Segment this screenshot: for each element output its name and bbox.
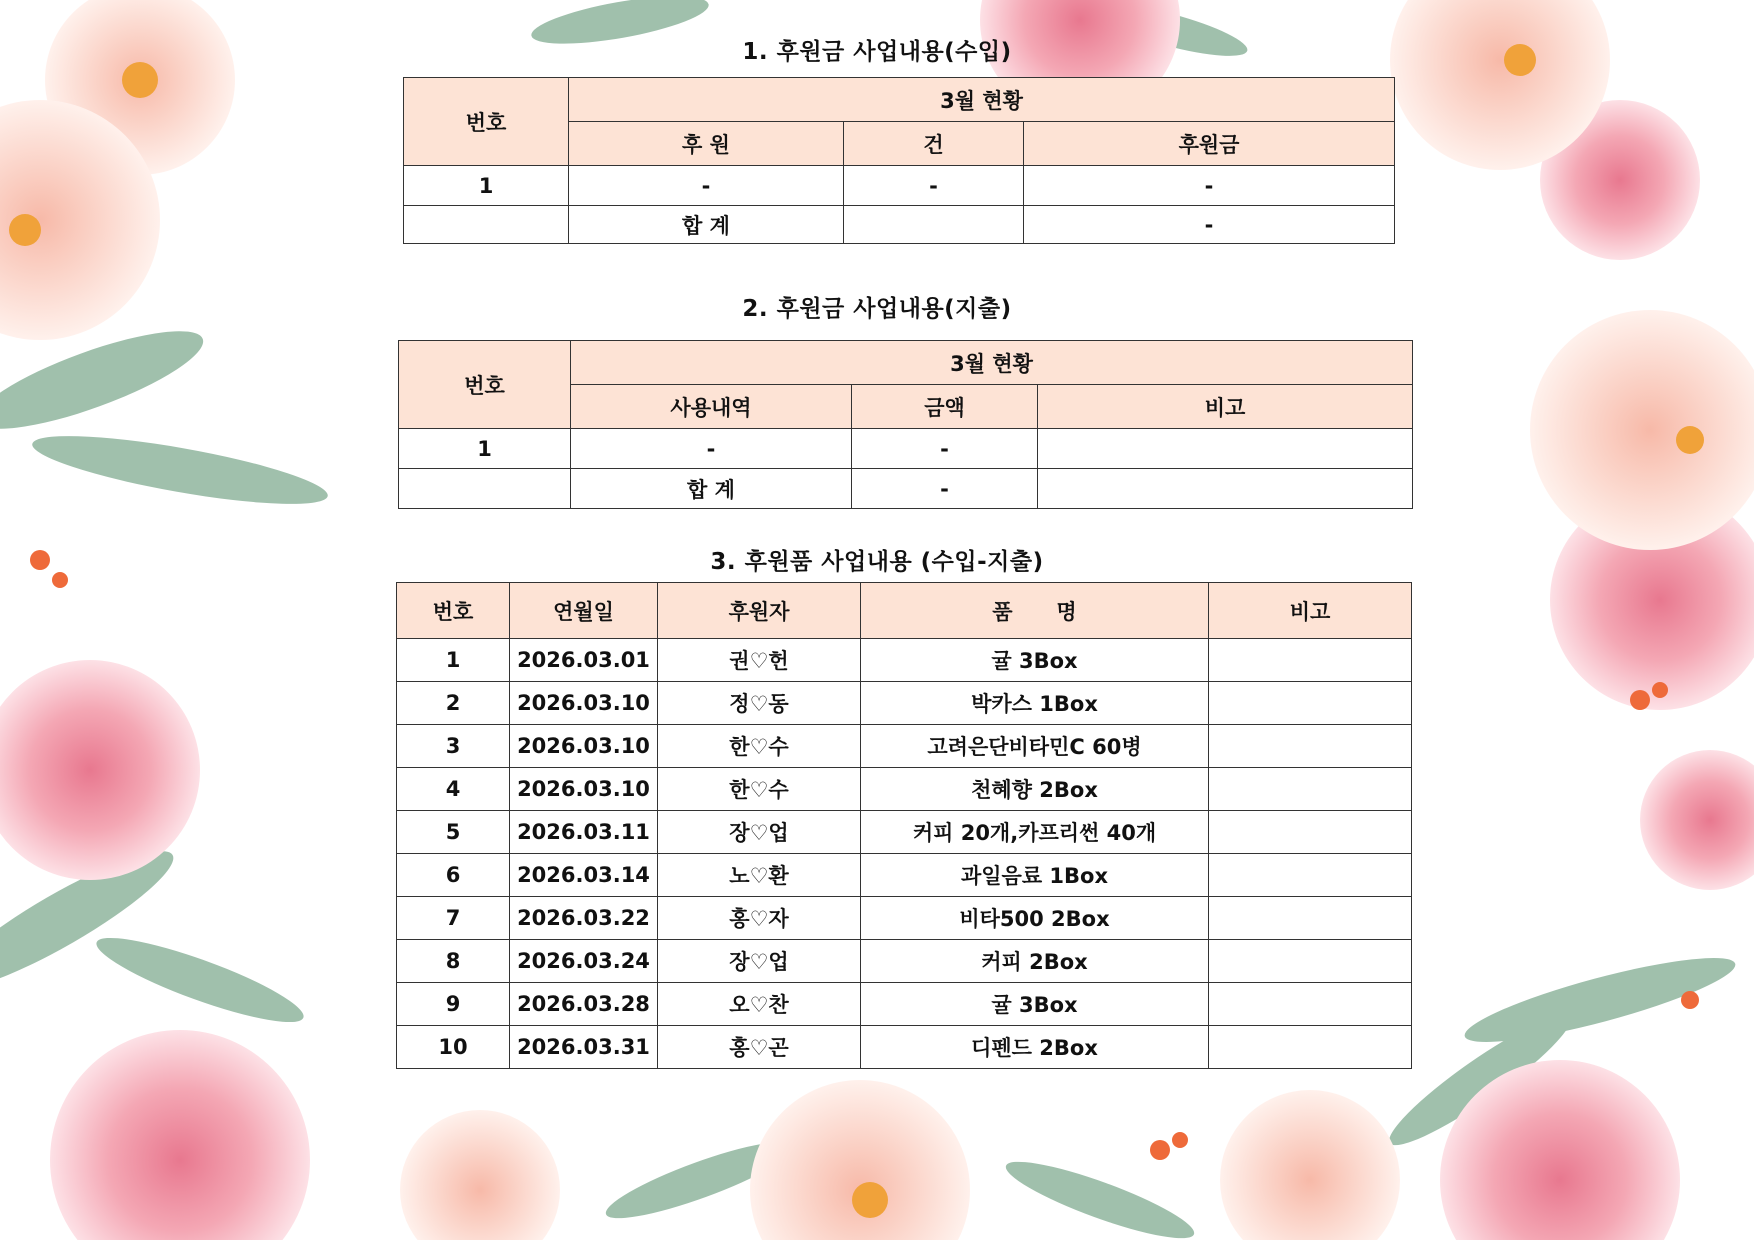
cell-date: 2026.03.24: [510, 940, 658, 983]
cell-item: 천혜향 2Box: [861, 768, 1209, 811]
cell-date: 2026.03.10: [510, 768, 658, 811]
total-label: 합 계: [569, 206, 844, 244]
cell-item: 귤 3Box: [861, 983, 1209, 1026]
header-status: 3월 현황: [569, 78, 1395, 122]
cell-note: [1038, 429, 1413, 469]
cell-empty: [399, 469, 571, 509]
header-date: 연월일: [510, 583, 658, 639]
total-amount: -: [852, 469, 1038, 509]
cell-empty: [404, 206, 569, 244]
goods-table: [396, 582, 1412, 1069]
cell-donor: 권♡헌: [658, 639, 861, 682]
cell-donor: 노♡환: [658, 854, 861, 897]
cell-donor: 홍♡자: [658, 897, 861, 940]
cell-donor: 장♡업: [658, 811, 861, 854]
header-no: 번호: [397, 583, 510, 639]
cell-date: 2026.03.11: [510, 811, 658, 854]
cell-note: [1209, 854, 1412, 897]
cell-donor: 홍♡곤: [658, 1026, 861, 1069]
cell-donor: -: [569, 166, 844, 206]
cell-item: 과일음료 1Box: [861, 854, 1209, 897]
table-row: [397, 811, 1412, 854]
cell-no: 1: [399, 429, 571, 469]
cell-donor: 한♡수: [658, 768, 861, 811]
cell-donor: 오♡찬: [658, 983, 861, 1026]
cell-amount: -: [852, 429, 1038, 469]
header-note: 비고: [1038, 385, 1413, 429]
cell-donor: 한♡수: [658, 725, 861, 768]
cell-date: 2026.03.14: [510, 854, 658, 897]
cell-item: 박카스 1Box: [861, 682, 1209, 725]
header-no: 번호: [404, 78, 569, 166]
table-row: [397, 854, 1412, 897]
cell-usage: -: [571, 429, 852, 469]
total-row: [404, 206, 1395, 244]
header-usage: 사용내역: [571, 385, 852, 429]
table-row: [397, 897, 1412, 940]
cell-no: 7: [397, 897, 510, 940]
cell-note: [1209, 1026, 1412, 1069]
cell-date: 2026.03.10: [510, 725, 658, 768]
header-donor: 후원자: [658, 583, 861, 639]
table-row: [397, 639, 1412, 682]
cell-date: 2026.03.01: [510, 639, 658, 682]
cell-no: 8: [397, 940, 510, 983]
header-amount: 금액: [852, 385, 1038, 429]
cell-donor: 정♡동: [658, 682, 861, 725]
cell-no: 5: [397, 811, 510, 854]
cell-note: [1209, 768, 1412, 811]
table-row: [397, 725, 1412, 768]
cell-note: [1209, 983, 1412, 1026]
cell-no: 6: [397, 854, 510, 897]
cell-note: [1209, 682, 1412, 725]
cell-date: 2026.03.28: [510, 983, 658, 1026]
table-row: [397, 1026, 1412, 1069]
total-label: 합 계: [571, 469, 852, 509]
cell-no: 10: [397, 1026, 510, 1069]
cell-no: 4: [397, 768, 510, 811]
section1-title: 1. 후원금 사업내용(수입): [742, 39, 1012, 65]
table-row: [399, 429, 1413, 469]
cell-note: [1209, 897, 1412, 940]
table-row: [397, 682, 1412, 725]
cell-item: 비타500 2Box: [861, 897, 1209, 940]
header-amount: 후원금: [1024, 122, 1395, 166]
total-amount: -: [1024, 206, 1395, 244]
cell-no: 2: [397, 682, 510, 725]
cell-item: 커피 20개,카프리썬 40개: [861, 811, 1209, 854]
income-table: [403, 77, 1395, 244]
table-row: [397, 768, 1412, 811]
cell-date: 2026.03.10: [510, 682, 658, 725]
cell-donor: 장♡업: [658, 940, 861, 983]
cell-note: [1209, 639, 1412, 682]
cell-date: 2026.03.22: [510, 897, 658, 940]
total-note: [1038, 469, 1413, 509]
header-count: 건: [844, 122, 1024, 166]
cell-no: 3: [397, 725, 510, 768]
table-row: [404, 166, 1395, 206]
header-donor: 후 원: [569, 122, 844, 166]
header-item: 품 명: [861, 583, 1209, 639]
cell-item: 귤 3Box: [861, 639, 1209, 682]
cell-item: 커피 2Box: [861, 940, 1209, 983]
expense-table: [398, 340, 1413, 509]
cell-date: 2026.03.31: [510, 1026, 658, 1069]
cell-no: 1: [397, 639, 510, 682]
cell-no: 9: [397, 983, 510, 1026]
header-no: 번호: [399, 341, 571, 429]
cell-item: 고려은단비타민C 60병: [861, 725, 1209, 768]
section3-title: 3. 후원품 사업내용 (수입-지출): [710, 549, 1044, 575]
cell-no: 1: [404, 166, 569, 206]
section2-title: 2. 후원금 사업내용(지출): [742, 296, 1012, 322]
cell-item: 디펜드 2Box: [861, 1026, 1209, 1069]
header-note: 비고: [1209, 583, 1412, 639]
cell-note: [1209, 811, 1412, 854]
cell-count: -: [844, 166, 1024, 206]
header-status: 3월 현황: [571, 341, 1413, 385]
cell-amount: -: [1024, 166, 1395, 206]
total-row: [399, 469, 1413, 509]
table-row: [397, 940, 1412, 983]
table-row: [397, 983, 1412, 1026]
cell-note: [1209, 940, 1412, 983]
cell-note: [1209, 725, 1412, 768]
total-count: [844, 206, 1024, 244]
